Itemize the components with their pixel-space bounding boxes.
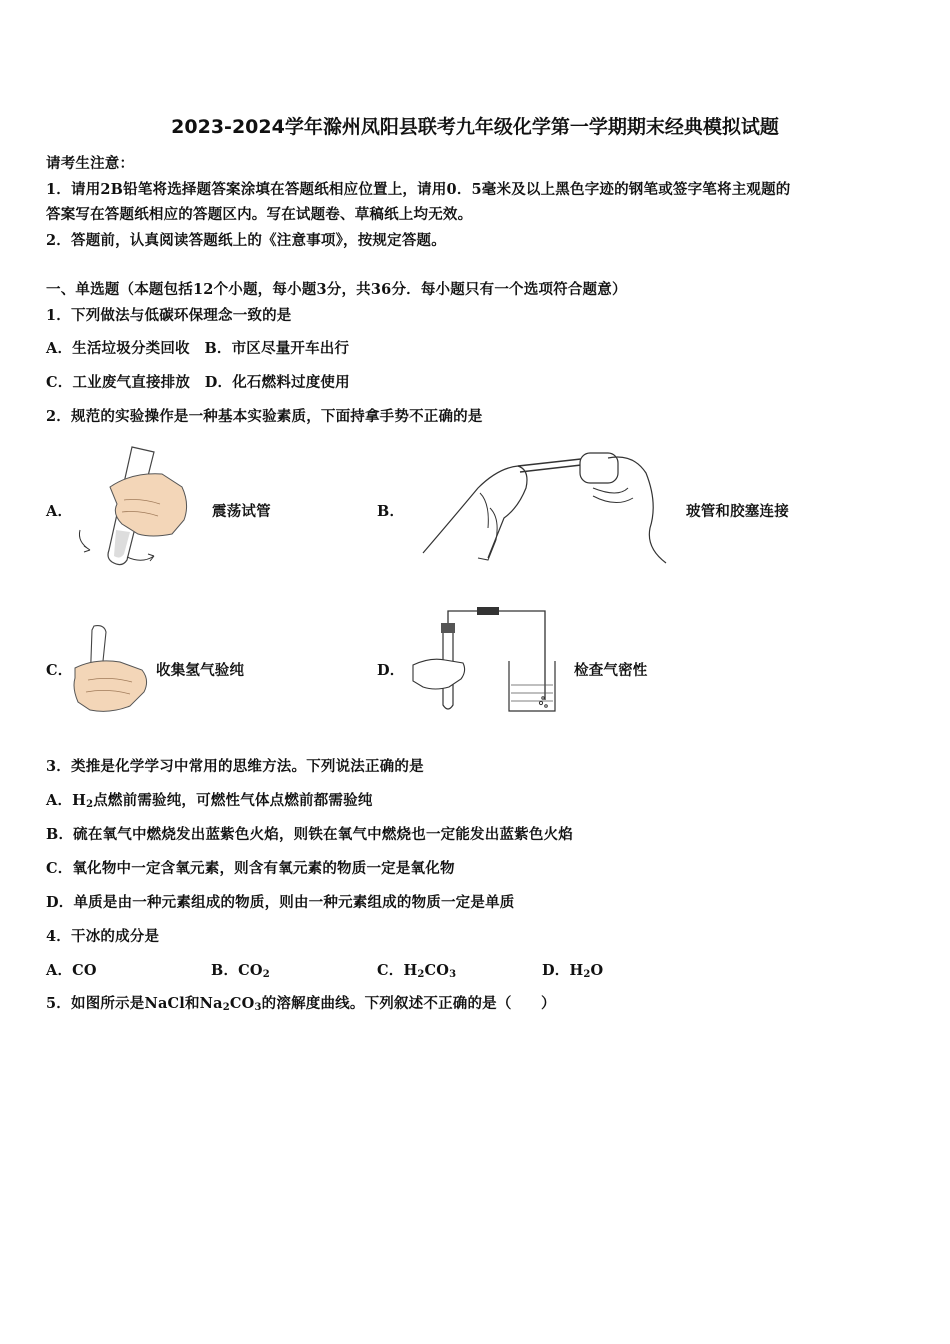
q2-option-c-label: 收集氢气验纯 — [156, 662, 245, 679]
q2-option-d-letter: D． — [377, 662, 405, 679]
notice-line-2: 2．答题前，认真阅读答题纸上的《注意事项》，按规定答题。 — [46, 232, 446, 249]
q2-option-d-label: 检查气密性 — [574, 662, 648, 679]
q1-options-ab: A．生活垃圾分类回收 B．市区尽量开车出行 — [46, 340, 350, 357]
section-heading: 一、单选题（本题包括12个小题，每小题3分，共36分．每小题只有一个选项符合题意） — [46, 281, 627, 298]
notice-line-1b: 答案写在答题纸相应的答题区内。写在试题卷、草稿纸上均无效。 — [46, 206, 473, 223]
q3-option-c: C．氧化物中一定含氧元素，则含有氧元素的物质一定是氧化物 — [46, 860, 455, 877]
notice-heading: 请考生注意： — [46, 155, 135, 172]
q4-option-b: B．$CO_2$ — [211, 962, 270, 980]
q5-stem: 5．如图所示是NaCl和$Na_2CO_3$的溶解度曲线。下列叙述不正确的是（ ） — [46, 995, 556, 1013]
shake-test-tube-illustration — [72, 442, 207, 567]
q4-option-d: D．$H_2O$ — [542, 962, 604, 980]
q2-option-b-letter: B． — [377, 503, 405, 520]
q4-option-a: A．CO — [46, 962, 97, 979]
page-title: 2023-2024学年滁州凤阳县联考九年级化学第一学期期末经典模拟试题 — [171, 116, 779, 138]
airtightness-check-illustration — [405, 605, 565, 717]
hydrogen-purity-test-illustration — [70, 622, 155, 717]
q2-option-b-label: 玻管和胶塞连接 — [686, 503, 789, 520]
q1-stem: 1．下列做法与低碳环保理念一致的是 — [46, 307, 292, 324]
q2-option-c-letter: C． — [46, 662, 73, 679]
q4-option-c: C．$H_2CO_3$ — [377, 962, 457, 980]
q3-option-a: A．$H_2$点燃前需验纯，可燃性气体点燃前都需验纯 — [46, 792, 373, 810]
q4-stem: 4．干冰的成分是 — [46, 928, 160, 945]
q2-option-a-letter: A． — [46, 503, 73, 520]
q3-option-d: D．单质是由一种元素组成的物质，则由一种元素组成的物质一定是单质 — [46, 894, 515, 911]
q2-stem: 2．规范的实验操作是一种基本实验素质，下面持拿手势不正确的是 — [46, 408, 483, 425]
notice-line-1a: 1．请用2B铅笔将选择题答案涂填在答题纸相应位置上，请用0．5毫米及以上黑色字迹的钢笔或签字笔将主观题的 — [46, 181, 791, 198]
q1-options-cd: C．工业废气直接排放 D．化石燃料过度使用 — [46, 374, 350, 391]
q3-option-b: B．硫在氧气中燃烧发出蓝紫色火焰，则铁在氧气中燃烧也一定能发出蓝紫色火焰 — [46, 826, 573, 843]
q2-option-a-label: 震荡试管 — [212, 503, 271, 520]
tube-stopper-connection-illustration — [418, 448, 673, 566]
q3-stem: 3．类推是化学学习中常用的思维方法。下列说法正确的是 — [46, 758, 424, 775]
